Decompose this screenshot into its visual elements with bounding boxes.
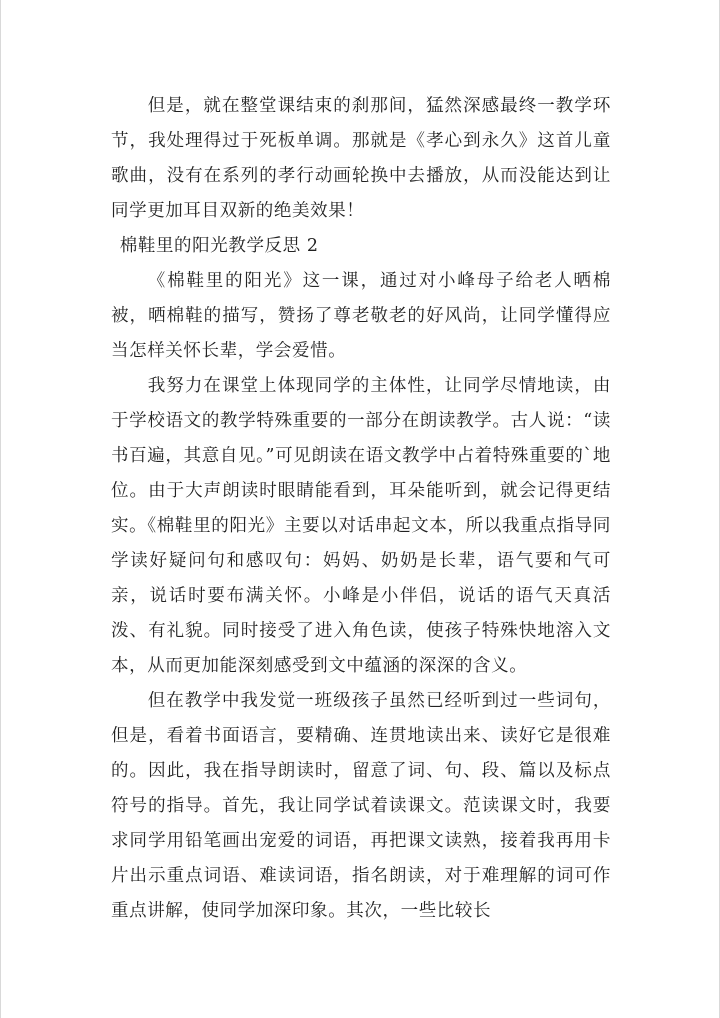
paragraph-intro: 《棉鞋里的阳光》这一课，通过对小峰母子给老人晒棉被，晒棉鞋的描写，赞扬了尊老敬老的好风尚，让同学懂得应当怎样关怀长辈，学会爱惜。 [111, 271, 611, 361]
paragraph-conclusion: 但是，就在整堂课结束的刹那间，猛然深感最终一教学环节，我处理得过于死板单调。那就是《孝心到永久》这首儿童歌曲，没有在系列的孝行动画轮换中去播放，从而没能达到让同学更加耳目双新的绝美效果！ [111, 96, 611, 221]
document-body [111, 89, 611, 929]
paragraph-teaching-findings: 但在教学中我发觉一班级孩子虽然已经听到过一些词句，但是，看着书面语言，要精确、连贯地读出来、读好它是很难的。因此，我在指导朗读时，留意了词、句、段、篇以及标点符号的指导。首先，我让同学试着读课文。范读课文时，我要求同学用铅笔画出宠爱的词语，再把课文读熟，接着我再用卡片出示重点词语、难读词语，指名朗读，对于难理解的词可作重点讲解，使同学加深印象。其次，一些比较长 [111, 691, 611, 921]
section-heading: 棉鞋里的阳光教学反思 2 [119, 236, 319, 256]
paragraph-reading-method: 我努力在课堂上体现同学的主体性，让同学尽情地读，由于学校语文的教学特殊重要的一部分在朗读教学。古人说：“读书百遍，其意自见。”可见朗读在语文教学中占着特殊重要的`地位。由于大声朗读时眼睛能看到，耳朵能听到，就会记得更结实。《棉鞋里的阳光》主要以对话串起文本，所以我重点指导同学读好疑问句和感叹句：妈妈、奶奶是长辈，语气要和气可亲，说话时要布满关怀。小峰是小伴侣，说话的语气天真活泼、有礼貌。同时接受了进入角色读，使孩子特殊快地溶入文本，从而更加能深刻感受到文中蕴涵的深深的含义。 [111, 376, 611, 676]
